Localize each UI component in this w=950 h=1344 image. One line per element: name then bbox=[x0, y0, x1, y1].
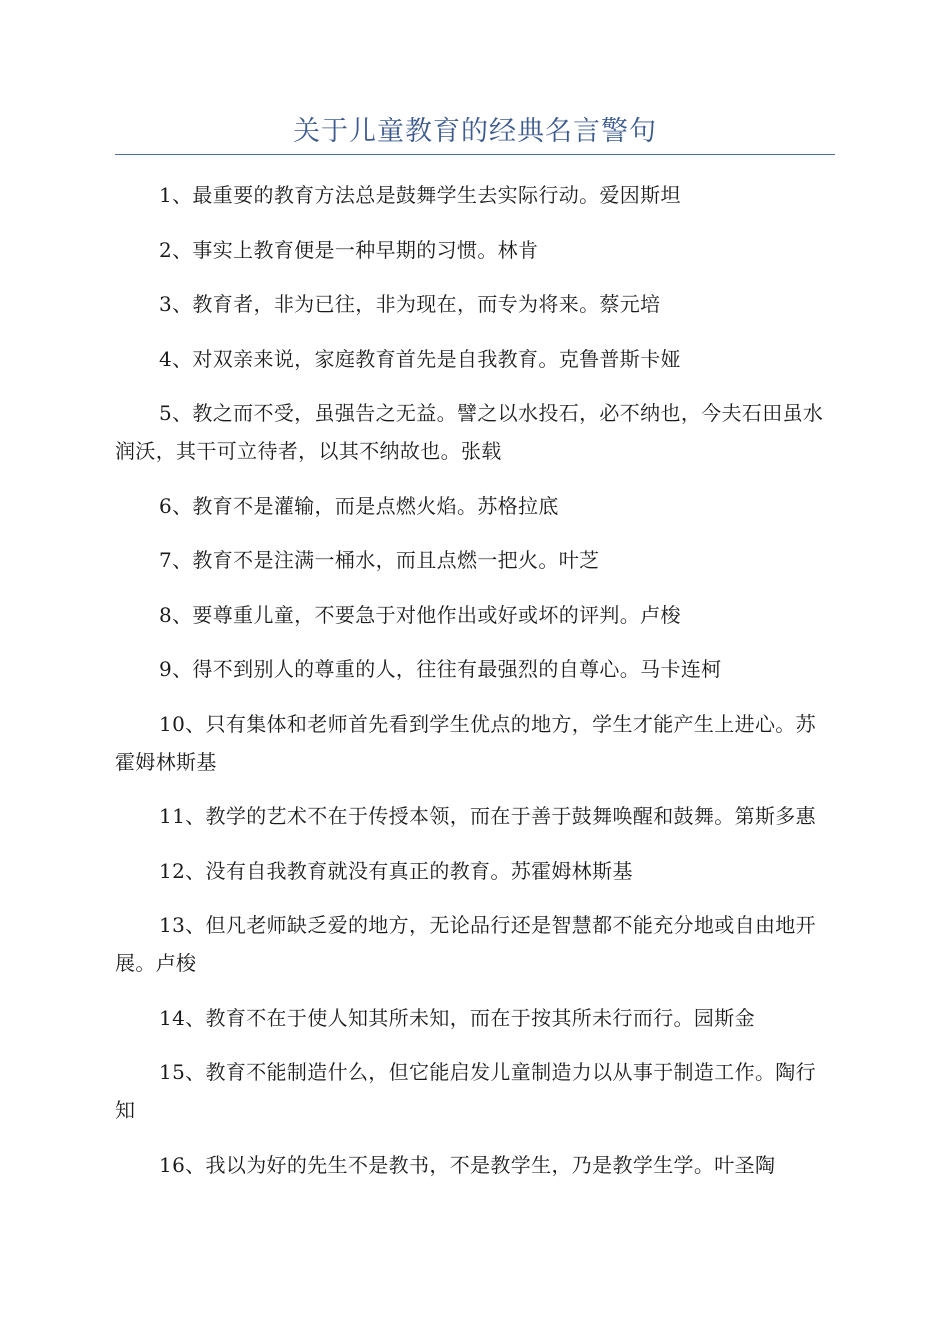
quote-paragraph: 2、事实上教育便是一种早期的习惯。林肯 bbox=[159, 237, 539, 262]
quote-paragraph: 6、教育不是灌输，而是点燃火焰。苏格拉底 bbox=[159, 493, 559, 518]
title-underline bbox=[115, 154, 835, 155]
quote-paragraph: 15、教育不能制造什么，但它能启发儿童制造力以从事于制造工作。陶行知 bbox=[115, 1060, 816, 1122]
document-title: 关于儿童教育的经典名言警句 bbox=[293, 116, 657, 147]
quote-paragraph: 4、对双亲来说，家庭教育首先是自我教育。克鲁普斯卡娅 bbox=[159, 346, 681, 371]
quote-paragraph: 7、教育不是注满一桶水，而且点燃一把火。叶芝 bbox=[159, 548, 600, 572]
quote-paragraph: 12、没有自我教育就没有真正的教育。苏霍姆林斯基 bbox=[159, 858, 633, 883]
quote-paragraph: 10、只有集体和老师首先看到学生优点的地方，学生才能产生上进心。苏霍姆林斯基 bbox=[115, 711, 816, 774]
quote-list bbox=[115, 176, 835, 1200]
quote-paragraph: 11、教学的艺术不在于传授本领，而在于善于鼓舞唤醒和鼓舞。第斯多惠 bbox=[159, 804, 816, 828]
quote-paragraph: 3、教育者，非为已往，非为现在，而专为将来。蔡元培 bbox=[159, 292, 661, 316]
quote-paragraph: 8、要尊重儿童，不要急于对他作出或好或坏的评判。卢梭 bbox=[159, 602, 681, 627]
quote-paragraph: 16、我以为好的先生不是教书，不是教学生，乃是教学生学。叶圣陶 bbox=[159, 1152, 776, 1177]
quote-paragraph: 13、但凡老师缺乏爱的地方，无论品行还是智慧都不能充分地或自由地开展。卢梭 bbox=[115, 913, 816, 975]
quote-paragraph: 9、得不到别人的尊重的人，往往有最强烈的自尊心。马卡连柯 bbox=[159, 657, 722, 681]
quote-paragraph: 5、教之而不受，虽强告之无益。譬之以水投石，必不纳也，今夫石田虽水润沃，其干可立待者，以其不纳故也。张载 bbox=[115, 401, 824, 463]
quote-paragraph: 1、最重要的教育方法总是鼓舞学生去实际行动。爱因斯坦 bbox=[159, 183, 681, 207]
quote-paragraph: 14、教育不在于使人知其所未知，而在于按其所未行而行。园斯金 bbox=[159, 1005, 755, 1030]
